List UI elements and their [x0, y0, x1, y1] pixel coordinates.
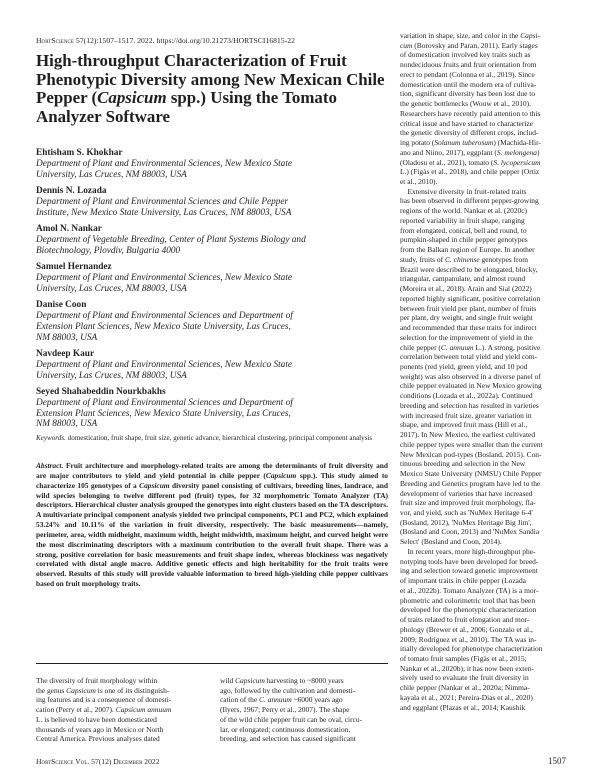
author-name: Amol N. Nankar [36, 223, 102, 234]
text-line: cation of the C. annuum ~6000 years ago [220, 695, 343, 705]
journal-name: HortScience [36, 36, 75, 45]
text-line: triangular, campanulate, and almost round [400, 274, 526, 284]
text-line: study, fruits of C. chinense genotypes from [400, 254, 529, 264]
author-affiliation: Department of Vegetable Breeding, Center of Plant Systems Biology and Biotechnology, Plovdiv, Bulgaria 4000 [36, 234, 306, 256]
text-line: ing and selection toward genetic improvement [400, 566, 538, 576]
body-column-left [36, 676, 202, 744]
text-line: chile pepper evaluated in New Mexico growing [400, 381, 542, 391]
text-line: developed for the phenotypic characterization [400, 605, 537, 615]
text-line: selection for the improvement of yield in the [400, 332, 533, 342]
text-line: between fruit yield per plant, number of fruits [400, 303, 537, 313]
text-line: weight) was also observed in a diverse panel of [400, 371, 541, 381]
text-line: with increased fruit size, greater variation in [400, 410, 532, 420]
text-line: development of varieties that have increased [400, 488, 533, 498]
author-entry [36, 300, 388, 343]
text-line: cation (Perry et al., 2007). Capsicum annuum [36, 705, 172, 715]
text-line: Extensive diversity in fruit-related traits [400, 186, 527, 196]
text-line: ing potato (Solanum tuberosum) (Machida-Hir- [400, 138, 541, 148]
text-line: of tomato fruit samples (Figàs et al., 2015; [400, 654, 527, 663]
body-column-middle [220, 676, 386, 744]
author-entry [36, 262, 388, 295]
text-line: chile pepper (C. annuum L.). A strong, positive [400, 342, 541, 352]
text-line: reported variability in fruit shape, ranging [400, 215, 525, 225]
text-line: 2017). In New Mexico, the earliest cultivated [400, 430, 536, 440]
text-line: Brazil were described to be elongated, blocky, [400, 264, 538, 274]
text-line: nondeciduous fruits and fruit orientation from [400, 60, 537, 70]
text-line: conditions (Lozada et al., 2022a). Continued [400, 391, 533, 401]
author-list [36, 148, 388, 435]
author-name: Seyed Shahabeddin Nourkbakhs [36, 386, 166, 397]
text-line: (Ilyers, 1967; Perry et al., 2007). The shape [220, 705, 350, 715]
text-line: kayala et al., 2021; Pereira-Dias et al., 2020) [400, 692, 533, 702]
author-affiliation: Department of Plant and Environmental Sciences and Department of Extension Plant Sciences, New Mexico State University, Las Cruces, NM 88003, USA [36, 397, 293, 430]
text-line: the genus Capsicum is one of its distinguish- [36, 685, 170, 695]
author-name: Samuel Hernandez [36, 261, 112, 272]
text-line: ponents (red yield, green yield, and 10 pod [400, 361, 528, 371]
text-line: et al., 2022b). Tomato Analyzer (TA) is a mor- [400, 585, 539, 595]
text-line: phometric and colorimetric tool that has been [400, 595, 536, 605]
text-line: regions of the world. Nankar et al. (2020c) [400, 206, 528, 216]
author-name: Danise Coon [36, 299, 87, 310]
text-line: (Bosland and Coon, 2013) and 'NuMex Sandia [400, 527, 540, 537]
paper-title: High-throughput Characterization of Fruit Phenotypic Diversity among New Mexican Chile Pepper (Capsicum spp.) Using the Tomato Analyzer Software [36, 51, 385, 126]
text-line: and recommended that these traits for indirect [400, 323, 537, 333]
text-line: chile pepper types were smaller than the current [400, 439, 543, 449]
author-affiliation: Department of Plant and Environmental Sciences and Department of Extension Plant Sciences, New Mexico State University, Las Cruces, NM 88003, USA [36, 310, 293, 343]
text-line: tinuous breeding and selection in the New [400, 459, 526, 469]
text-line: Nankar et al., 2020b); it has now been exten- [400, 663, 534, 673]
body-column-right [400, 31, 566, 712]
text-line: breeding and selection has resulted in varieties [400, 400, 539, 410]
text-line: lar, or elongated; continuous domestication, [220, 724, 351, 734]
text-line: ing features and is a consequence of domesti- [36, 695, 172, 705]
page-number: 1507 [548, 756, 566, 766]
text-line: 2009; Rodríguez et al., 2010). The TA was in- [400, 634, 537, 644]
text-line: erect to pendant (Colonna et al., 2019). Since [400, 69, 535, 79]
text-line: notyping tools have been developed for breed- [400, 556, 539, 566]
text-line: sively used to evaluate the fruit diversity in [400, 673, 529, 683]
citation: 57(12):1507–1517. 2022. https://doi.org/10.21273/HORTSCI16815-22 [75, 36, 295, 45]
text-line: ano and Niino, 2017), eggplant (S. melongena) [400, 147, 540, 157]
author-entry [36, 349, 388, 382]
text-line: et al., 2010). [400, 177, 438, 187]
text-line: Select' (Bosland and Coon, 2014). [400, 537, 502, 547]
author-entry [36, 186, 388, 219]
author-name: Ehtisham S. Khokhar [36, 148, 123, 158]
text-line: of domestication involved key traits such as [400, 50, 531, 60]
text-line: the genetic bottlenecks (Wouw et al., 2010). [400, 99, 531, 109]
author-name: Dennis N. Lozada [36, 185, 107, 196]
text-line: and eggplant (Plazas et al., 2014; Kaushik [400, 702, 526, 712]
text-line: of important traits in chile pepper (Lozada [400, 576, 526, 586]
abstract-label: Abstract. [36, 461, 64, 470]
text-line: has been observed in different pepper-growing [400, 196, 539, 206]
text-line: pumpkin-shaped in chile pepper genotypes [400, 235, 528, 245]
section-divider [36, 663, 388, 664]
text-line: cum (Borovsky and Paran, 2011). Early stages [400, 40, 538, 50]
text-line: shape, and improved fruit mass (Hill et al., [400, 420, 528, 430]
text-line: phology (Brewer et al., 2006; Gonzalo et al., [400, 624, 533, 634]
author-entry [36, 148, 388, 181]
text-line: correlation between total yield and yield com- [400, 352, 538, 362]
text-line: critical issue and have started to characterize [400, 118, 533, 128]
author-affiliation: Department of Plant and Environmental Sciences, New Mexico State University, Las Cruces, NM 88003, USA [36, 159, 293, 180]
text-line: itially developed for phenotype characterization [400, 644, 543, 654]
text-line: ago, followed by the cultivation and domesti- [220, 685, 356, 695]
text-line: Mexico State University (NMSU) Chile Pepper [400, 469, 542, 479]
text-line: variation in shape, size, and color in the Capsi- [400, 31, 541, 40]
abstract-text: Fruit architecture and morphology-related traits are among the determinants of fruit diversity and are major contributors to yield and yield potential in chile pepper (Capsicum spp.). This study aimed to characterize 105 genotypes of a Capsicum diversity panel consisting of cultivars, breeding lines, landrace, and wild species belonging to twelve different pod (fruit) types, for 32 morphometric Tomato Analyzer (TA) descriptors. Hierarchical cluster analysis grouped the genotypes into eight clusters based on the TA descriptors. A multivariate principal component analysis yielded two principal components, PC1 and PC2, which explained 53.24% and 10.11% of the variation in fruit diversity, respectively. The basic measurements—namely, perimeter, area, width midheight, maximum width, height midwidth, maximum height, and curved height were the most discriminating descriptors with a maximum contribution to the overall fruit shape. There was a strong, positive correlation for basic measurements and fruit shape index, whereas blockiness was negatively correlated with distal angle macro. Additive genetic effects and high heritability for the fruit traits were observed. Results of this study will provide valuable information to breed high-yielding chile pepper cultivars based on fruit morphology traits. [36, 461, 388, 589]
text-line: (Bosland, 2012), 'NuMex Heritage Big Jim', [400, 517, 532, 527]
text-line: Researchers have recently paid attention to this [400, 108, 541, 118]
text-line: wild Capsicum harvesting to ~8000 years [220, 676, 344, 685]
text-line: the genetic diversity of different crops, includ- [400, 128, 539, 138]
author-entry [36, 387, 388, 430]
text-line: Breeding and Genetics program have led to the [400, 478, 541, 488]
footer-journal: HortScience Vol. 57(12) December 2022 [36, 757, 160, 766]
text-line: fruit size and improved fruit morphology, fla- [400, 498, 536, 508]
text-line: tion, significant diversity has been lost due to [400, 89, 536, 99]
author-entry [36, 224, 388, 257]
keywords-text: domestication, fruit shape, fruit size, genetic advance, hierarchical clustering, principal component analysis [65, 434, 373, 442]
text-line: breeding, and selection has caused significant [220, 734, 356, 744]
text-line: vor, and yield, such as 'NuMex Heritage 6-4' [400, 507, 533, 517]
author-name: Navdeep Kaur [36, 348, 95, 359]
author-affiliation: Department of Plant and Environmental Sciences, New Mexico State University, Las Cruces, NM 88003, USA [36, 272, 293, 294]
text-line: Central America. Previous analyses dated [36, 734, 160, 744]
text-line: (Oladosu et al., 2021), tomato (S. lycopersicum [400, 157, 541, 167]
text-line: of the wild chile pepper fruit can be oval, circu- [220, 714, 363, 724]
text-line: chile pepper (Nankar et al., 2020a; Nimma- [400, 683, 530, 693]
text-line: domestication until the modern era of cultiva- [400, 79, 537, 89]
running-header [36, 36, 295, 45]
text-line: from the Balkan region of Europe. In another [400, 245, 535, 255]
abstract [36, 461, 388, 589]
text-line: The diversity of fruit morphology within [36, 676, 158, 685]
keywords-label: Keywords. [36, 434, 66, 442]
text-line: thousands of years ago in Mexico or North [36, 724, 164, 734]
text-line: (Moreira et al., 2018). Arain and Sial (2022) [400, 284, 532, 294]
text-line: of traits related to fruit elongation and mor- [400, 615, 530, 625]
text-line: L.) (Figàs et al., 2018), and chile pepper (Ortiz [400, 167, 540, 177]
text-line: In recent years, more high-throughput phe- [400, 546, 536, 556]
text-line: from elongated, conical, bell and round, to [400, 225, 527, 235]
keywords [36, 434, 388, 444]
text-line: per plant, dry weight, and single fruit weight [400, 313, 533, 323]
text-line: New Mexican pod-types (Bosland, 2015). Con- [400, 449, 542, 459]
author-affiliation: Department of Plant and Environmental Sciences, New Mexico State University, Las Cruces, NM 88003, USA [36, 359, 293, 381]
text-line: L. is believed to have been domesticated [36, 714, 157, 724]
text-line: reported highly significant, positive correlation [400, 293, 541, 303]
author-affiliation: Department of Plant and Environmental Sciences and Chile Pepper Institute, New Mexico State University, Las Cruces, NM 88003, USA [36, 196, 292, 218]
